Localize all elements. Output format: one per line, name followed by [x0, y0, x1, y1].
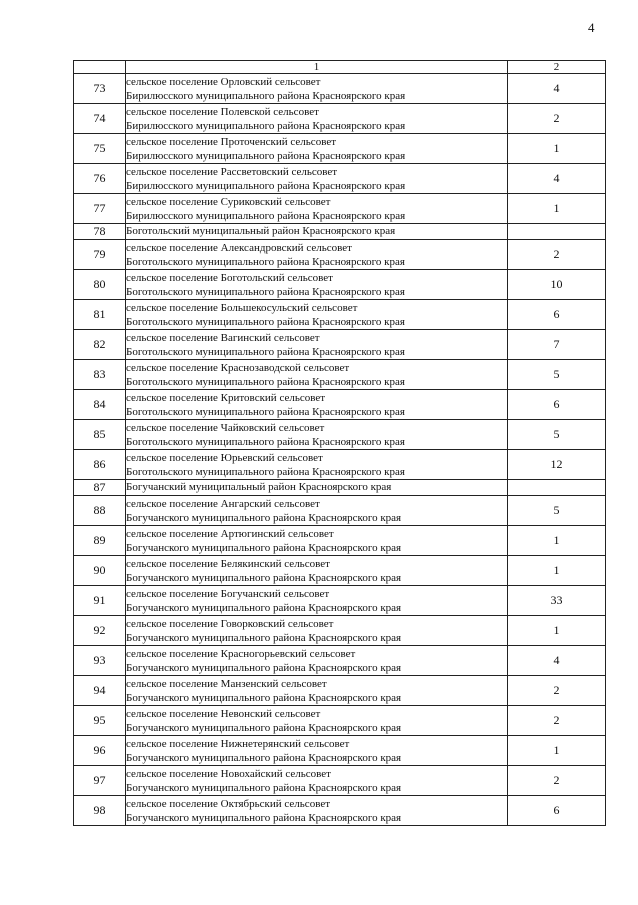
- table-row: [74, 164, 606, 194]
- row-number: 89: [74, 526, 126, 556]
- settlement-name-line1: сельское поселение Проточенский сельсовет: [126, 135, 337, 148]
- settlement-name-line2: Боготольского муниципального района Красноярского края: [126, 285, 405, 298]
- settlement-name-line2: Бирилюсского муниципального района Красноярского края: [126, 89, 406, 102]
- table-row: [74, 390, 606, 420]
- row-number: 91: [74, 586, 126, 616]
- row-number: 78: [74, 224, 126, 240]
- settlement-name-line2: Бирилюсского муниципального района Красноярского края: [126, 179, 406, 192]
- row-number: 93: [74, 646, 126, 676]
- settlement-name-line2: Богучанского муниципального района Красноярского края: [126, 511, 402, 524]
- settlement-name-line1: сельское поселение Орловский сельсовет: [126, 75, 321, 88]
- settlement-name-line2: Боготольского муниципального района Красноярского края: [126, 255, 405, 268]
- header-cell-col2: 2: [508, 61, 606, 74]
- settlement-name-line1: сельское поселение Александровский сельсовет: [126, 241, 352, 254]
- table-row: [74, 240, 606, 270]
- settlement-name-cell: [126, 134, 508, 164]
- value-cell: 10: [508, 270, 606, 300]
- settlement-name-line1: сельское поселение Невонский сельсовет: [126, 707, 321, 720]
- settlement-name-cell: [126, 240, 508, 270]
- settlement-name-cell: [126, 270, 508, 300]
- table-row: [74, 450, 606, 480]
- value-cell: 4: [508, 74, 606, 104]
- settlement-name-line1: сельское поселение Красногорьевский сельсовет: [126, 647, 356, 660]
- settlement-name-line2: Боготольского муниципального района Красноярского края: [126, 465, 405, 478]
- settlement-name-line1: сельское поселение Юрьевский сельсовет: [126, 451, 323, 464]
- value-cell: 33: [508, 586, 606, 616]
- settlement-name-line2: Бирилюсского муниципального района Красноярского края: [126, 209, 406, 222]
- settlement-name-cell: [126, 736, 508, 766]
- table-row: [74, 676, 606, 706]
- settlement-name-line1: сельское поселение Чайковский сельсовет: [126, 421, 325, 434]
- value-cell: 2: [508, 240, 606, 270]
- settlement-name-cell: [126, 224, 508, 240]
- table-row: [74, 194, 606, 224]
- value-cell: 5: [508, 496, 606, 526]
- value-cell: [508, 480, 606, 496]
- header-cell-col1: 1: [126, 61, 508, 74]
- value-cell: 5: [508, 420, 606, 450]
- row-number: 95: [74, 706, 126, 736]
- settlement-name-cell: [126, 390, 508, 420]
- table-row: [74, 224, 606, 240]
- value-cell: 4: [508, 646, 606, 676]
- settlement-name-cell: [126, 706, 508, 736]
- row-number: 81: [74, 300, 126, 330]
- settlement-name-cell: [126, 104, 508, 134]
- value-cell: 7: [508, 330, 606, 360]
- row-number: 73: [74, 74, 126, 104]
- value-cell: 6: [508, 796, 606, 826]
- settlement-name-line1: сельское поселение Полевской сельсовет: [126, 105, 319, 118]
- settlement-name-cell: [126, 556, 508, 586]
- settlement-name-line2: Боготольского муниципального района Красноярского края: [126, 405, 405, 418]
- row-number: 77: [74, 194, 126, 224]
- table-row: [74, 270, 606, 300]
- settlement-name-line2: Богучанского муниципального района Красноярского края: [126, 541, 402, 554]
- value-cell: 2: [508, 706, 606, 736]
- settlement-name-line1: сельское поселение Белякинский сельсовет: [126, 557, 330, 570]
- table-row: [74, 496, 606, 526]
- value-cell: 12: [508, 450, 606, 480]
- settlement-name-cell: [126, 646, 508, 676]
- settlement-name-line1: сельское поселение Большекосульский сельсовет: [126, 301, 358, 314]
- value-cell: [508, 224, 606, 240]
- settlement-name-line1: сельское поселение Вагинский сельсовет: [126, 331, 320, 344]
- settlement-name-line2: Богучанского муниципального района Красноярского края: [126, 691, 402, 704]
- row-number: 75: [74, 134, 126, 164]
- value-cell: 1: [508, 194, 606, 224]
- page-number: 4: [588, 20, 595, 35]
- table-row: [74, 616, 606, 646]
- row-number: 79: [74, 240, 126, 270]
- table-row: [74, 736, 606, 766]
- row-number: 92: [74, 616, 126, 646]
- table-row: [74, 766, 606, 796]
- settlement-name-cell: [126, 496, 508, 526]
- settlement-name-line1: сельское поселение Октябрьский сельсовет: [126, 797, 331, 810]
- settlement-name-line1: Богучанский муниципальный район Красноярского края: [126, 481, 392, 493]
- row-number: 96: [74, 736, 126, 766]
- row-number: 87: [74, 480, 126, 496]
- settlement-name-line1: сельское поселение Краснозаводской сельсовет: [126, 361, 350, 374]
- settlement-name-line2: Богучанского муниципального района Красноярского края: [126, 601, 402, 614]
- settlement-name-cell: [126, 480, 508, 496]
- table-row: [74, 526, 606, 556]
- row-number: 80: [74, 270, 126, 300]
- row-number: 97: [74, 766, 126, 796]
- settlement-name-cell: [126, 616, 508, 646]
- value-cell: 6: [508, 300, 606, 330]
- table-row: [74, 646, 606, 676]
- settlement-name-cell: [126, 526, 508, 556]
- settlement-name-cell: [126, 164, 508, 194]
- value-cell: 2: [508, 766, 606, 796]
- value-cell: 2: [508, 104, 606, 134]
- settlement-name-cell: [126, 676, 508, 706]
- table-header-row: [74, 61, 606, 74]
- table-row: [74, 330, 606, 360]
- settlements-table: [73, 60, 606, 826]
- settlement-name-line2: Богучанского муниципального района Красноярского края: [126, 661, 402, 674]
- row-number: 90: [74, 556, 126, 586]
- settlement-name-line2: Боготольского муниципального района Красноярского края: [126, 345, 405, 358]
- row-number: 94: [74, 676, 126, 706]
- value-cell: 1: [508, 556, 606, 586]
- table-row: [74, 706, 606, 736]
- settlement-name-cell: [126, 796, 508, 826]
- settlement-name-cell: [126, 586, 508, 616]
- row-number: 84: [74, 390, 126, 420]
- settlement-name-line2: Богучанского муниципального района Красноярского края: [126, 781, 402, 794]
- row-number: 76: [74, 164, 126, 194]
- settlement-name-line1: сельское поселение Критовский сельсовет: [126, 391, 326, 404]
- table-row: [74, 586, 606, 616]
- settlement-name-line2: Богучанского муниципального района Красноярского края: [126, 811, 402, 824]
- settlement-name-line2: Боготольского муниципального района Красноярского края: [126, 315, 405, 328]
- settlement-name-line2: Боготольского муниципального района Красноярского края: [126, 375, 405, 388]
- settlement-name-cell: [126, 360, 508, 390]
- settlement-name-cell: [126, 766, 508, 796]
- row-number: 88: [74, 496, 126, 526]
- settlement-name-line1: сельское поселение Боготольский сельсовет: [126, 271, 333, 284]
- settlement-name-line2: Богучанского муниципального района Красноярского края: [126, 751, 402, 764]
- settlement-name-line2: Бирилюсского муниципального района Красноярского края: [126, 119, 406, 132]
- settlement-name-line1: сельское поселение Манзенский сельсовет: [126, 677, 327, 690]
- table-row: [74, 420, 606, 450]
- settlement-name-line1: сельское поселение Артюгинский сельсовет: [126, 527, 334, 540]
- row-number: 83: [74, 360, 126, 390]
- value-cell: 1: [508, 134, 606, 164]
- value-cell: 1: [508, 616, 606, 646]
- header-cell-blank: [74, 61, 126, 74]
- settlement-name-line1: сельское поселение Новохайский сельсовет: [126, 767, 331, 780]
- row-number: 86: [74, 450, 126, 480]
- settlement-name-cell: [126, 450, 508, 480]
- settlement-name-line2: Богучанского муниципального района Красноярского края: [126, 631, 402, 644]
- value-cell: 2: [508, 676, 606, 706]
- settlement-name-line2: Боготольского муниципального района Красноярского края: [126, 435, 405, 448]
- table-row: [74, 556, 606, 586]
- value-cell: 1: [508, 736, 606, 766]
- row-number: 82: [74, 330, 126, 360]
- settlement-name-line1: сельское поселение Говорковский сельсовет: [126, 617, 334, 630]
- settlement-name-cell: [126, 300, 508, 330]
- settlement-name-line1: сельское поселение Ангарский сельсовет: [126, 497, 320, 510]
- settlement-name-cell: [126, 330, 508, 360]
- settlement-name-line1: сельское поселение Рассветовский сельсовет: [126, 165, 338, 178]
- settlement-name-line2: Бирилюсского муниципального района Красноярского края: [126, 149, 406, 162]
- table-row: [74, 480, 606, 496]
- value-cell: 1: [508, 526, 606, 556]
- settlement-name-line2: Богучанского муниципального района Красноярского края: [126, 571, 402, 584]
- settlement-name-line1: сельское поселение Суриковский сельсовет: [126, 195, 331, 208]
- settlement-name-cell: [126, 194, 508, 224]
- settlement-name-line1: сельское поселение Нижнетерянский сельсовет: [126, 737, 350, 750]
- value-cell: 4: [508, 164, 606, 194]
- row-number: 74: [74, 104, 126, 134]
- row-number: 85: [74, 420, 126, 450]
- table-row: [74, 300, 606, 330]
- table-row: [74, 360, 606, 390]
- table-row: [74, 796, 606, 826]
- settlement-name-line1: сельское поселение Богучанский сельсовет: [126, 587, 330, 600]
- settlement-name-line1: Боготольский муниципальный район Красноярского края: [126, 225, 396, 237]
- settlement-name-line2: Богучанского муниципального района Красноярского края: [126, 721, 402, 734]
- settlement-name-cell: [126, 74, 508, 104]
- row-number: 98: [74, 796, 126, 826]
- value-cell: 6: [508, 390, 606, 420]
- table-row: [74, 74, 606, 104]
- table-row: [74, 104, 606, 134]
- table-row: [74, 134, 606, 164]
- value-cell: 5: [508, 360, 606, 390]
- settlement-name-cell: [126, 420, 508, 450]
